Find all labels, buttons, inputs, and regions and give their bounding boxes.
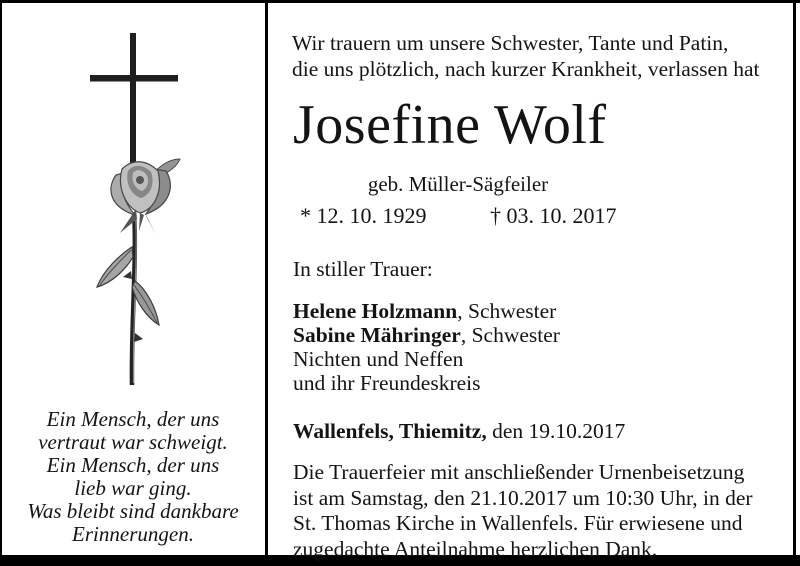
mourner-name: Sabine Mähringer: [293, 323, 461, 347]
death-date: † 03. 10. 2017: [490, 203, 617, 228]
poem: [10, 408, 256, 546]
mourner-relation: , Schwester: [457, 299, 557, 323]
cross-and-rose-icon: [40, 25, 240, 395]
column-divider: [265, 0, 268, 555]
closing-line: Die Trauerfeier mit anschließender Urnenbeisetzung: [293, 460, 745, 484]
poem-line: vertraut war schweigt.: [38, 430, 228, 454]
place-date-bold: Wallenfels, Thiemitz,: [293, 419, 487, 443]
intro-text: [292, 30, 759, 82]
mourner-name: Helene Holzmann: [293, 299, 458, 323]
closing-line: ist am Samstag, den 21.10.2017 um 10:30 Uhr, in der: [293, 485, 753, 510]
poem-line: Ein Mensch, der uns: [46, 407, 220, 431]
poem-line: Erinnerungen.: [72, 522, 194, 546]
poem-line: Was bleibt sind dankbare: [27, 499, 239, 523]
mourning-heading: In stiller Trauer:: [293, 257, 433, 281]
place-date: [293, 419, 625, 444]
border-top: [0, 0, 800, 3]
intro-line: die uns plötzlich, nach kurzer Krankheit, verlassen hat: [292, 57, 760, 81]
birth-date: * 12. 10. 1929: [300, 203, 427, 228]
mourners-list: [293, 299, 560, 395]
maiden-name: geb. Müller-Sägfeiler: [367, 172, 549, 196]
intro-line: Wir trauern um unsere Schwester, Tante und Patin,: [292, 31, 729, 55]
poem-line: Ein Mensch, der uns: [46, 453, 220, 477]
mourners-additional-line: und ihr Freundeskreis: [293, 371, 481, 395]
deceased-name: Josefine Wolf: [293, 94, 607, 156]
mourner-relation: , Schwester: [460, 323, 560, 347]
closing-line: St. Thomas Kirche in Wallenfels. Für erwiesene und: [293, 511, 743, 535]
place-date-rest: den 19.10.2017: [486, 419, 626, 443]
mourner-row: [293, 323, 560, 347]
closing-line: zugedachte Anteilnahme herzlichen Dank.: [293, 536, 658, 561]
mourners-additional-line: Nichten und Neffen: [293, 347, 464, 371]
border-left: [0, 0, 2, 566]
poem-line: lieb war ging.: [74, 476, 192, 500]
border-right: [793, 0, 796, 566]
mourner-row: [293, 299, 560, 323]
closing-text: [293, 460, 753, 562]
